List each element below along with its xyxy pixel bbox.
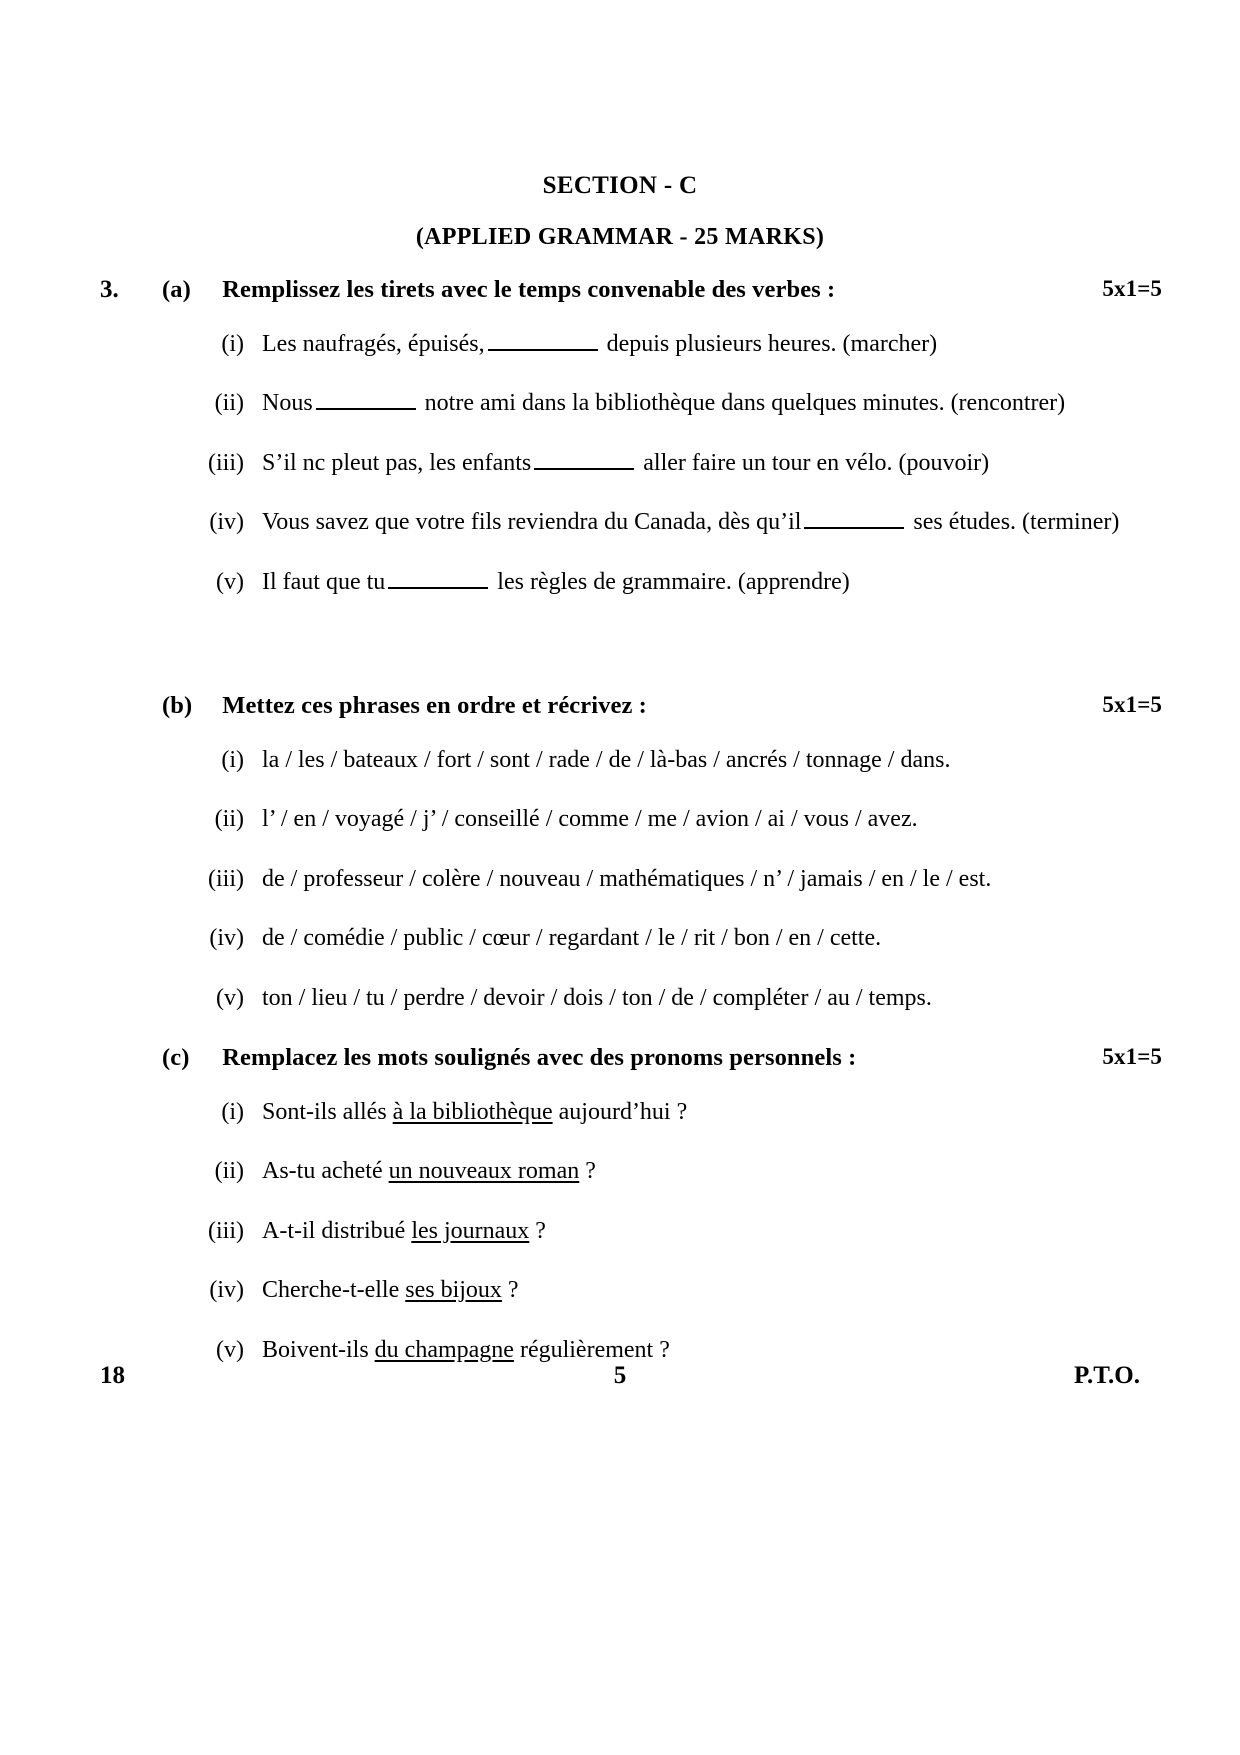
question-part-b	[162, 692, 1162, 1017]
list-item	[162, 504, 1162, 541]
item-text-before-blank: Vous savez que votre fils reviendra du Canada, dès qu’il	[262, 509, 802, 536]
item-roman: (iii)	[208, 449, 244, 476]
item-roman: (ii)	[214, 390, 244, 417]
item-roman: (v)	[216, 984, 244, 1011]
part-b-heading	[162, 692, 1162, 720]
item-text	[262, 326, 1162, 363]
item-text: l’ / en / voyagé / j’ / conseillé / comme / me / avion / ai / vous / avez.	[262, 806, 918, 833]
part-c-letter: (c)	[162, 1044, 190, 1071]
item-roman: (iii)	[208, 1217, 244, 1244]
underlined-phrase: à la bibliothèque	[392, 1099, 553, 1125]
part-c-marks: 5x1=5	[1102, 1044, 1162, 1069]
item-text: de / comédie / public / cœur / regardant / le / rit / bon / en / cette.	[262, 925, 882, 952]
item-roman: (iii)	[208, 865, 244, 892]
item-roman: (v)	[216, 1336, 244, 1363]
item-text: de / professeur / colère / nouveau / mathématiques / n’ / jamais / en / le / est.	[262, 865, 992, 892]
list-item	[162, 801, 1162, 838]
item-text-suffix: ?	[585, 1158, 596, 1185]
footer-paper-code: 18	[100, 1362, 125, 1389]
part-b-marks: 5x1=5	[1102, 692, 1162, 717]
item-roman: (v)	[216, 568, 244, 595]
item-text-prefix: A-t-il distribué	[262, 1217, 406, 1244]
item-text	[262, 445, 1162, 482]
part-c-items	[162, 1094, 1162, 1369]
question-part-a	[162, 276, 1162, 601]
item-text-suffix: ?	[507, 1277, 519, 1304]
list-item	[162, 385, 1162, 422]
underlined-phrase: un nouveaux roman	[388, 1158, 580, 1185]
answer-blank[interactable]	[804, 527, 904, 529]
item-text	[262, 564, 1162, 601]
item-roman: (iv)	[209, 1277, 244, 1304]
footer-pto-label: P.T.O.	[1074, 1362, 1140, 1389]
part-c-title: Remplacez les mots soulignés avec des pronoms personnels :	[222, 1044, 857, 1071]
item-text-suffix: ?	[535, 1217, 546, 1244]
item-roman: (i)	[221, 1099, 244, 1125]
part-b-letter: (b)	[162, 692, 193, 719]
part-a-letter: (a)	[162, 276, 191, 303]
item-text-before-blank: S’il nc pleut pas, les enfants	[262, 449, 532, 476]
item-text-after-blank: depuis plusieurs heures. (marcher)	[606, 331, 938, 357]
item-text-suffix: régulièrement ?	[519, 1336, 670, 1363]
underlined-phrase: les journaux	[411, 1217, 530, 1244]
item-text-before-blank: Nous	[262, 390, 313, 417]
answer-blank[interactable]	[488, 349, 598, 351]
item-text-after-blank: notre ami dans la bibliothèque dans quelques minutes. (rencontrer)	[424, 390, 1066, 417]
item-roman: (i)	[221, 331, 244, 357]
part-a-items	[162, 326, 1162, 601]
list-item	[162, 1094, 1162, 1131]
item-text-prefix: Sont-ils allés	[262, 1099, 387, 1125]
underlined-phrase: ses bijoux	[405, 1277, 502, 1304]
list-item	[162, 326, 1162, 363]
item-text-prefix: Boivent-ils	[262, 1336, 369, 1363]
footer-page-number: 5	[613, 1362, 627, 1389]
item-roman: (i)	[221, 747, 244, 773]
list-item	[162, 742, 1162, 779]
item-roman: (iv)	[209, 925, 244, 952]
item-roman: (ii)	[214, 1158, 244, 1185]
part-b-items	[162, 742, 1162, 1017]
item-text	[262, 1272, 1162, 1309]
item-text-before-blank: Les naufragés, épuisés,	[262, 331, 485, 357]
list-item	[162, 861, 1162, 898]
page-footer	[0, 1362, 1240, 1402]
list-item	[162, 445, 1162, 482]
item-text-suffix: aujourd’hui ?	[558, 1099, 688, 1125]
section-title: SECTION - C	[542, 172, 698, 199]
item-text-prefix: Cherche-t-elle	[262, 1277, 400, 1304]
section-subtitle: (APPLIED GRAMMAR - 25 MARKS)	[415, 224, 825, 250]
item-text-before-blank: Il faut que tu	[262, 568, 386, 595]
item-text: la / les / bateaux / fort / sont / rade / de / là-bas / ancrés / tonnage / dans.	[262, 747, 951, 773]
answer-blank[interactable]	[388, 587, 488, 589]
list-item	[162, 920, 1162, 957]
list-item	[162, 980, 1162, 1017]
part-c-heading	[162, 1044, 1162, 1072]
item-text: ton / lieu / tu / perdre / devoir / dois / ton / de / compléter / au / temps.	[262, 984, 932, 1011]
item-text-after-blank: les règles de grammaire. (apprendre)	[497, 568, 850, 595]
item-text-after-blank: aller faire un tour en vélo. (pouvoir)	[643, 449, 990, 476]
list-item	[162, 564, 1162, 601]
list-item	[162, 1272, 1162, 1309]
item-roman: (ii)	[214, 806, 244, 833]
answer-blank[interactable]	[316, 408, 416, 410]
item-text-prefix: As-tu acheté	[262, 1158, 383, 1185]
part-a-heading	[162, 276, 1162, 304]
question-number: 3.	[100, 276, 119, 303]
underlined-phrase: du champagne	[374, 1336, 514, 1363]
item-text-after-blank: ses études. (terminer)	[913, 509, 1120, 536]
part-b-title: Mettez ces phrases en ordre et récrivez :	[222, 692, 647, 719]
part-a-marks: 5x1=5	[1102, 276, 1162, 301]
part-a-title: Remplissez les tirets avec le temps convenable des verbes :	[222, 276, 836, 303]
item-text	[262, 385, 1162, 422]
question-part-c	[162, 1044, 1162, 1369]
item-roman: (iv)	[209, 509, 244, 536]
answer-blank[interactable]	[534, 468, 634, 470]
item-text	[262, 504, 1162, 541]
item-text	[262, 1094, 1162, 1131]
item-text	[262, 1153, 1162, 1190]
item-text	[262, 1213, 1162, 1250]
list-item	[162, 1153, 1162, 1190]
list-item	[162, 1213, 1162, 1250]
